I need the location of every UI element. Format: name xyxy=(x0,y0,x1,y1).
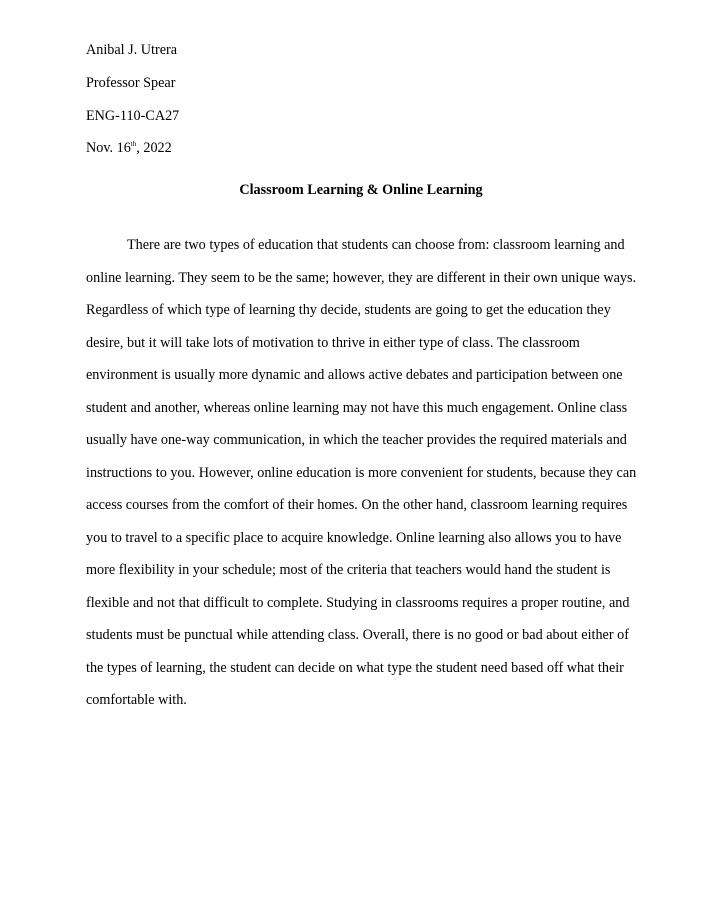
date-prefix: Nov. 16 xyxy=(86,140,131,156)
document-date xyxy=(86,139,172,157)
body-line: Regardless of which type of learning thy decide, students are going to get the education they xyxy=(86,302,611,318)
essay-title: Classroom Learning & Online Learning xyxy=(239,182,483,198)
body-line: students must be punctual while attending class. Overall, there is no good or bad about either of xyxy=(86,627,629,643)
body-line: usually have one-way communication, in which the teacher provides the required materials and xyxy=(86,432,627,448)
body-line: student and another, whereas online learning may not have this much engagement. Online class xyxy=(86,399,628,416)
course-code: ENG-110-CA27 xyxy=(86,108,180,124)
body-line: environment is usually more dynamic and allows active debates and participation between one xyxy=(86,367,623,383)
body-line: you to travel to a specific place to acquire knowledge. Online learning also allows you to have xyxy=(86,529,622,546)
body-line: instructions to you. However, online education is more convenient for students, because they can xyxy=(86,464,637,481)
body-line: flexible and not that difficult to complete. Studying in classrooms requires a proper routine, and xyxy=(86,594,630,611)
body-line: comfortable with. xyxy=(86,692,187,708)
body-line: online learning. They seem to be the same; however, they are different in their own unique ways. xyxy=(86,269,637,286)
body-line: more flexibility in your schedule; most of the criteria that teachers would hand the student is xyxy=(86,562,611,578)
date-superscript: th xyxy=(130,140,137,148)
date-suffix: , 2022 xyxy=(136,140,172,156)
body-line: There are two types of education that students can choose from: classroom learning and xyxy=(127,237,625,253)
body-line: access courses from the comfort of their homes. On the other hand, classroom learning requires xyxy=(86,497,628,513)
body-line: desire, but it will take lots of motivation to thrive in either type of class. The classroom xyxy=(86,334,580,351)
author-name: Anibal J. Utrera xyxy=(86,42,178,58)
professor-name: Professor Spear xyxy=(86,75,176,91)
body-line: the types of learning, the student can decide on what type the student need based off what their xyxy=(86,659,624,676)
